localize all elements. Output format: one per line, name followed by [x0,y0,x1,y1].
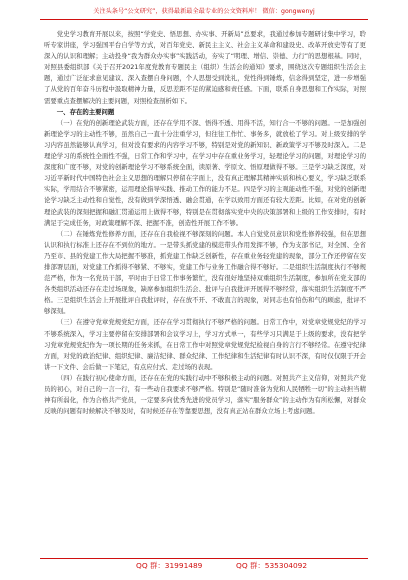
header-banner: 关注头条号“公文研究”，获得最新最全最专业的公文资料库！ 微信：gongwenyj [93,8,315,15]
body-paragraph: （二）在锤炼党性修养方面，还存在自我检视不够深刻的问题。本人自觉党员意识和党性修养较强，但在思想认识和执行标准上还存在不到位的地方。一是带头抓党建的模范带头作用发挥不够，作为支部书记，对全国、全省乃至市、县的党建工作大局把握不够准，抓党建工作缺乏创新性，存在重业务轻党建的现象，部分工作还停留在安排部署层面，对党建工作抓得不够紧、不够实，党建工作与业务工作融合得不够好。二是组织生活制度执行不够规范严格，作为一名党员干部，平时由于日常工作事务繁忙，没有很好地坚持双重组织生活制度，参加所在党支部的各类组织活动还存在走过场现象，缺席参加组织生活会、批评与自我批评开展得不够经常，落实组织生活制度不严格。三是组织生活会上开展批评自我批评时，存在放不开、不敢直言的现象，对同志也有怕伤和气的顾虑，批评不够深刻。 [44,229,366,316]
footer-divider [40,558,368,559]
section-heading: 一、存在的主要问题 [56,107,115,116]
body-paragraph: （四）在践行初心使命方面，还存在在党的实践行动中不够积极主动的问题。对照共产主义信仰，对照共产党员的初心，对自己的一言一行，有一些动自我要求不够严格。特别是“随时准备为党和人民牺牲一切”的主动担当精神有所弱化，作为合格共产党员，一定要多向优秀先进的党员学习，落实“服务群众”的主动作为有所松懈，对群众反映的问题有时候解决不够及时，有时候还存在等靠要思想，没有真正站在群众立场上考虑问题。 [44,373,366,416]
header-divider [40,19,368,20]
intro-paragraph: 党史学习教育开展以来，按照“学党史、悟思想、办实事、开新局”总要求，我通过参加专题研讨集中学习，聆听专家讲座，学习强国平台自学等方式，对百年党史、新民主主义、社会主义革命和建设史、改革开放史等有了更深入的认识和理解；主动投身“我为群众办实事”实践活动，夯实了“明理、增信、崇德、力行”的思想根基。同时，对照县委组织部《关于召开2021年度党教育专题民主（组织）生活会的通知》要求，围绕这次专题组织生活会主题，通过广泛征求意见建议、深入查摆自身问题，个人思想受到洗礼，党性得到锤炼，信念得到坚定，进一步增强了从党的百年奋斗历程中汲取精神力量，反思差距不足的紧迫感和责任感。下面，联系自身思想和工作实际，对照需要重点查摆解决的主要问题，对照检查剖析如下。 [44,30,366,105]
document-body [44,29,366,417]
footer-qq-group-2: QQ 群：535304092 [236,561,308,570]
body-paragraph: （三）在遵守党章党规党纪方面，还存在学习贯彻执行不够严格的问题。日常工作中，对党章党规党纪的学习不够系统深入，学习主要停留在安排部署和会议学习上，学习方式单一，有些学习只满足于上级的要求，没有把学习党章党规党纪作为一项长期的任务来抓，在日常工作中对照党章党规党纪检视自身的言行不够经常。在遵守纪律方面，对党的政治纪律、组织纪律、廉洁纪律、群众纪律、工作纪律和生活纪律有时认识不深，有时仅仅限于开会讲一下文件、会后做一下笔记，有点应付式、走过场的表现。 [44,318,366,371]
body-paragraph: （一）在党的创新理论武装方面，还存在学用不深、悟得不透、用得不活，知行合一不够的问题。一是加强创新理论学习的主动性不够，虽然自己一直十分注重学习，但往往工作忙、事务多，就放松了学习。对上级安排的学习内容虽然能够认真学习，但对没有要求的内容学习不够，特别是对党的新知识、新政策学习不够及时深入。二是理论学习的系统性全面性不强，日常工作和学习中，在学习中存在重业务学习，轻理论学习的问题，对理论学习的深度和广度不够，对党的创新理论学习不够系统全面，读原著、学原文、悟原理做得不够。三是学习缺乏深度，对习近平新时代中国特色社会主义思想的理解只停留在字面上，没有真正理解其精神实质和核心要义，学习缺乏联系实际，学用结合不够紧密，运用理论指导实践、推动工作的能力不足。四是学习的主观能动性不强，对党的创新理论学习缺乏主动性和自觉性，没有做到学深悟透、融会贯通，在学以致用方面还有较大差距。比如，在对党的创新理论武装的深刻把握和融汇贯通运用上做得不够，特别是在贯彻落实党中央的决策部署和上级的工作安排时，有时满足于完成任务，对政策理解不深、把握不准，创造性开展工作不够。 [44,118,366,227]
footer-qq-group-1: QQ 群：31991489 [136,561,203,570]
footer [40,558,368,572]
